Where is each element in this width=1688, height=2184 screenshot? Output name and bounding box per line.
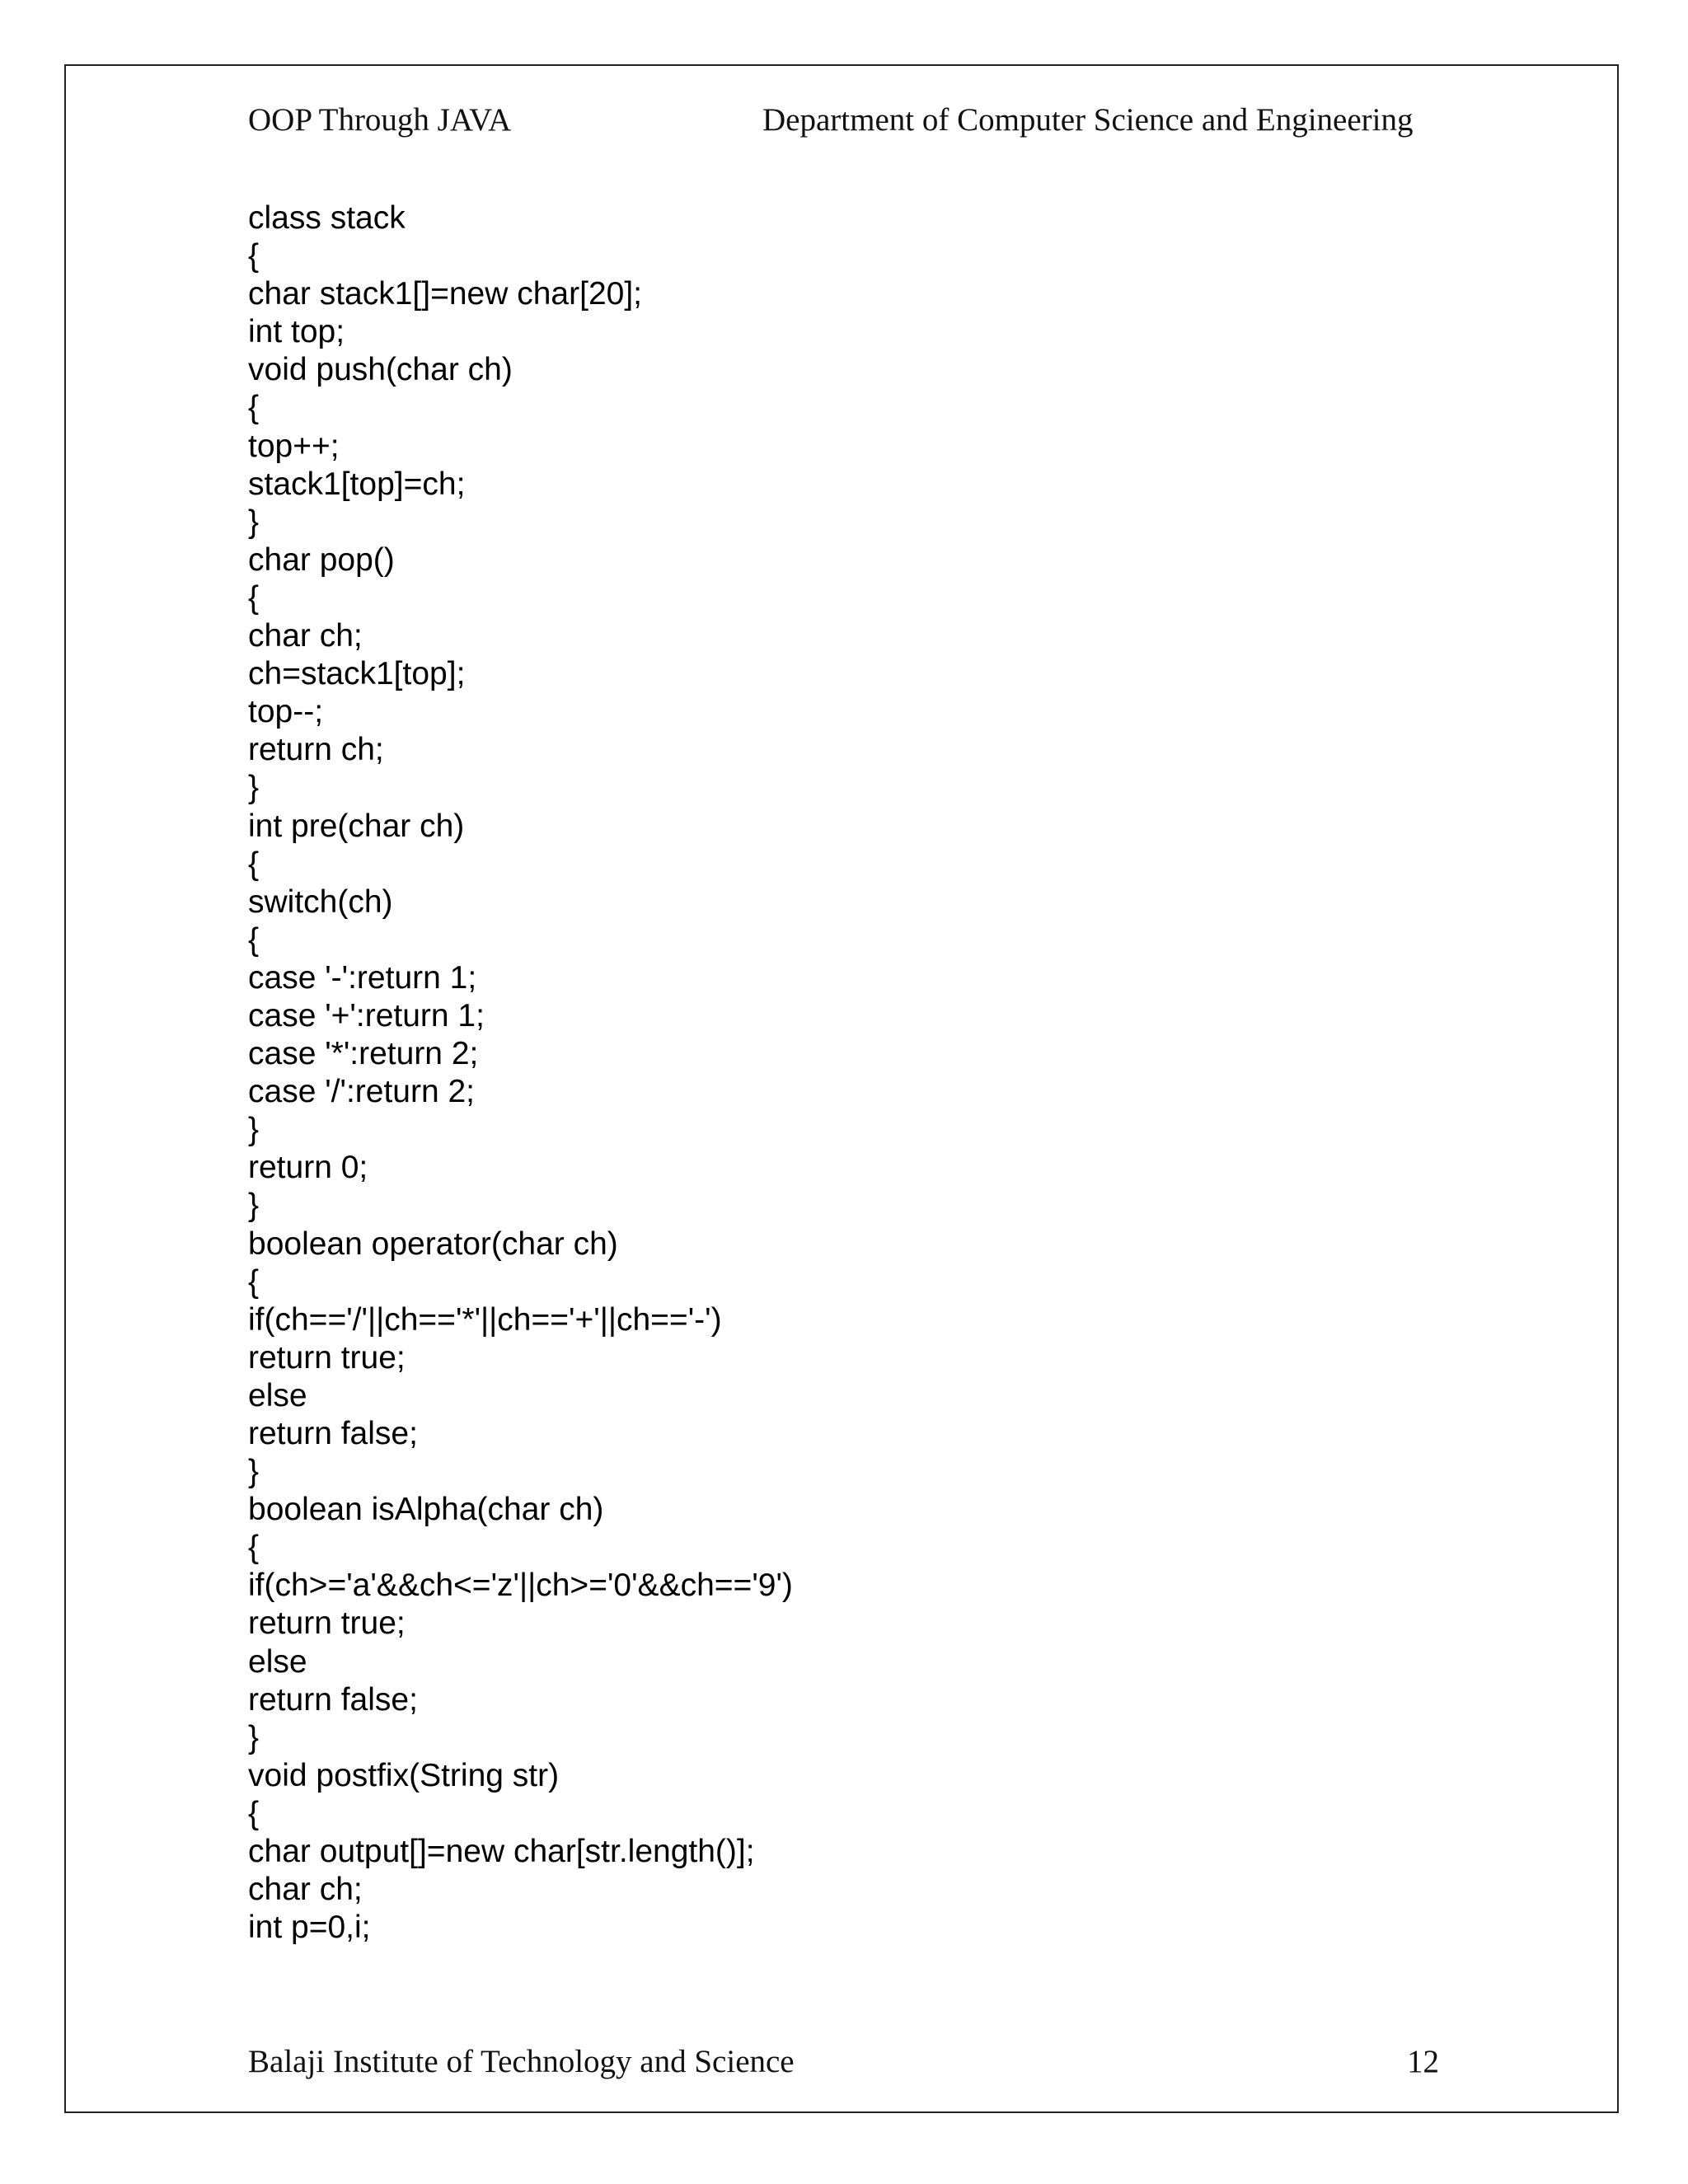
code-line: }	[248, 1112, 260, 1148]
code-line: }	[248, 1188, 260, 1224]
code-line: char ch;	[248, 618, 363, 654]
code-line: else	[248, 1377, 307, 1413]
code-line: if(ch>='a'&&ch<='z'||ch>='0'&&ch=='9')	[248, 1568, 793, 1604]
code-line: switch(ch)	[248, 883, 393, 920]
code-line: top++;	[248, 428, 340, 464]
code-line: case '/':return 2;	[248, 1074, 476, 1110]
code-line: {	[248, 921, 260, 958]
code-line: void postfix(String str)	[248, 1757, 560, 1793]
code-line: char ch;	[248, 1872, 363, 1908]
code-line: void push(char ch)	[248, 352, 513, 388]
code-line: {	[248, 1263, 260, 1300]
page-number: 12	[1407, 2044, 1439, 2079]
code-line: ch=stack1[top];	[248, 656, 466, 692]
code-line: char pop()	[248, 541, 395, 578]
code-line: }	[248, 504, 260, 540]
code-line: class stack	[248, 200, 406, 236]
code-line: else	[248, 1643, 307, 1680]
header-course-title: OOP Through JAVA	[248, 102, 512, 138]
code-line: case '*':return 2;	[248, 1036, 479, 1072]
code-line: return true;	[248, 1339, 406, 1376]
code-line: }	[248, 1719, 260, 1755]
code-line: int p=0,i;	[248, 1910, 371, 1946]
code-line: case '+':return 1;	[248, 997, 485, 1033]
code-listing	[248, 199, 793, 1947]
code-line: int pre(char ch)	[248, 808, 465, 844]
code-line: {	[248, 390, 260, 426]
code-line: {	[248, 1795, 260, 1831]
code-line: return false;	[248, 1681, 418, 1718]
code-line: return false;	[248, 1416, 418, 1451]
code-line: stack1[top]=ch;	[248, 466, 466, 502]
code-line: return true;	[248, 1605, 406, 1642]
code-line: {	[248, 579, 260, 616]
code-line: {	[248, 1530, 260, 1566]
code-line: return ch;	[248, 732, 384, 768]
code-line: char output[]=new char[str.length()];	[248, 1834, 755, 1870]
code-line: if(ch=='/'||ch=='*'||ch=='+'||ch=='-')	[248, 1301, 722, 1338]
code-line: return 0;	[248, 1150, 368, 1186]
code-line: case '-':return 1;	[248, 959, 477, 996]
code-line: char stack1[]=new char[20];	[248, 276, 642, 312]
code-line: int top;	[248, 314, 345, 350]
header-department: Department of Computer Science and Engineering	[762, 102, 1414, 138]
code-line: {	[248, 846, 260, 882]
code-line: top--;	[248, 694, 324, 730]
code-line: {	[248, 238, 260, 274]
code-line: }	[248, 1454, 260, 1490]
code-line: }	[248, 770, 260, 806]
code-line: boolean isAlpha(char ch)	[248, 1492, 604, 1528]
code-line: boolean operator(char ch)	[248, 1226, 618, 1262]
footer-institute: Balaji Institute of Technology and Science	[248, 2044, 795, 2079]
